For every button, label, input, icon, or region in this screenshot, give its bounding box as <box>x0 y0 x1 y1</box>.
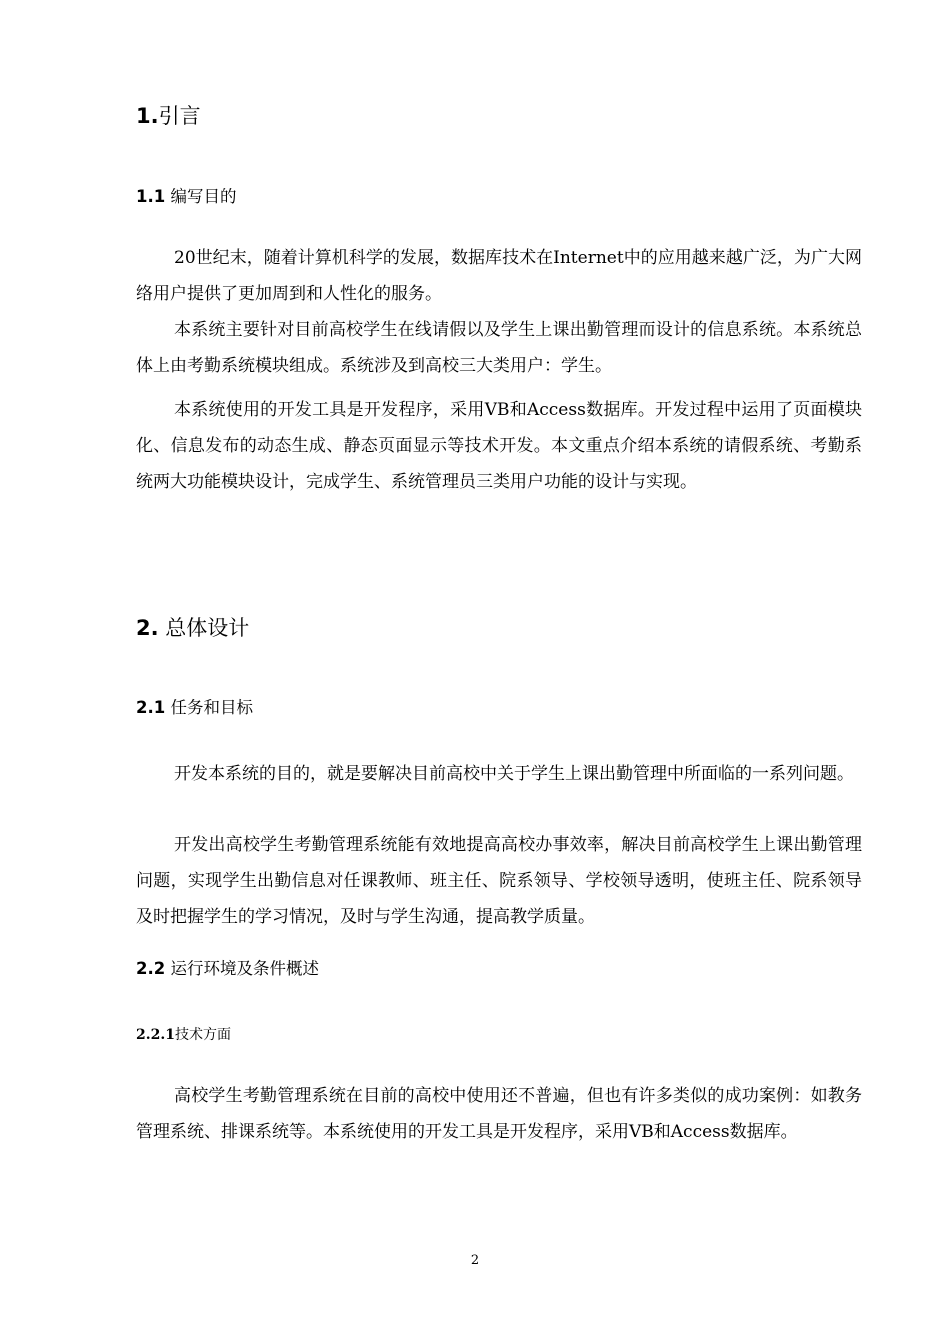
section-2-2-1-heading <box>136 1025 231 1045</box>
section-1-1-heading <box>136 185 236 209</box>
section-2-number: 2. <box>136 616 159 640</box>
section-2-2-heading <box>136 957 319 981</box>
section-2-1-number: 2.1 <box>136 698 166 717</box>
section-1-heading <box>136 102 201 130</box>
section-1-number: 1. <box>136 104 159 128</box>
section-2-1-title: 任务和目标 <box>170 698 253 717</box>
section-2-2-number: 2.2 <box>136 959 166 978</box>
section-2-heading <box>136 614 249 642</box>
paragraph: 20世纪末，随着计算机科学的发展，数据库技术在Internet中的应用越来越广泛，为广大网络用户提供了更加周到和人性化的服务。 <box>136 248 862 304</box>
section-1-1-title: 编写目的 <box>170 187 237 206</box>
paragraph: 本系统主要针对目前高校学生在线请假以及学生上课出勤管理而设计的信息系统。本系统总体上由考勤系统模块组成。系统涉及到高校三大类用户：学生。 <box>136 320 862 376</box>
paragraph: 开发出高校学生考勤管理系统能有效地提高高校办事效率，解决目前高校学生上课出勤管理问题，实现学生出勤信息对任课教师、班主任、院系领导、学校领导透明，使班主任、院系领导及时把握学生的学习情况，及时与学生沟通，提高教学质量。 <box>136 835 862 927</box>
section-2-2-title: 运行环境及条件概述 <box>170 959 319 978</box>
section-2-2-1-title: 技术方面 <box>174 1027 231 1043</box>
page-number: 2 <box>470 1253 480 1268</box>
section-1-title: 引言 <box>158 104 201 128</box>
section-1-1-number: 1.1 <box>136 187 166 206</box>
paragraph: 高校学生考勤管理系统在目前的高校中使用还不普遍，但也有许多类似的成功案例：如教务管理系统、排课系统等。本系统使用的开发工具是开发程序，采用VB和Access数据库。 <box>136 1086 862 1142</box>
section-2-title: 总体设计 <box>165 616 250 640</box>
section-2-2-1-number: 2.2.1 <box>136 1027 175 1043</box>
paragraph: 本系统使用的开发工具是开发程序，采用VB和Access数据库。开发过程中运用了页面模块化、信息发布的动态生成、静态页面显示等技术开发。本文重点介绍本系统的请假系统、考勤系统两大功能模块设计，完成学生、系统管理员三类用户功能的设计与实现。 <box>136 400 862 492</box>
paragraph: 开发本系统的目的，就是要解决目前高校中关于学生上课出勤管理中所面临的一系列问题。 <box>174 764 854 784</box>
section-2-1-heading <box>136 696 253 720</box>
